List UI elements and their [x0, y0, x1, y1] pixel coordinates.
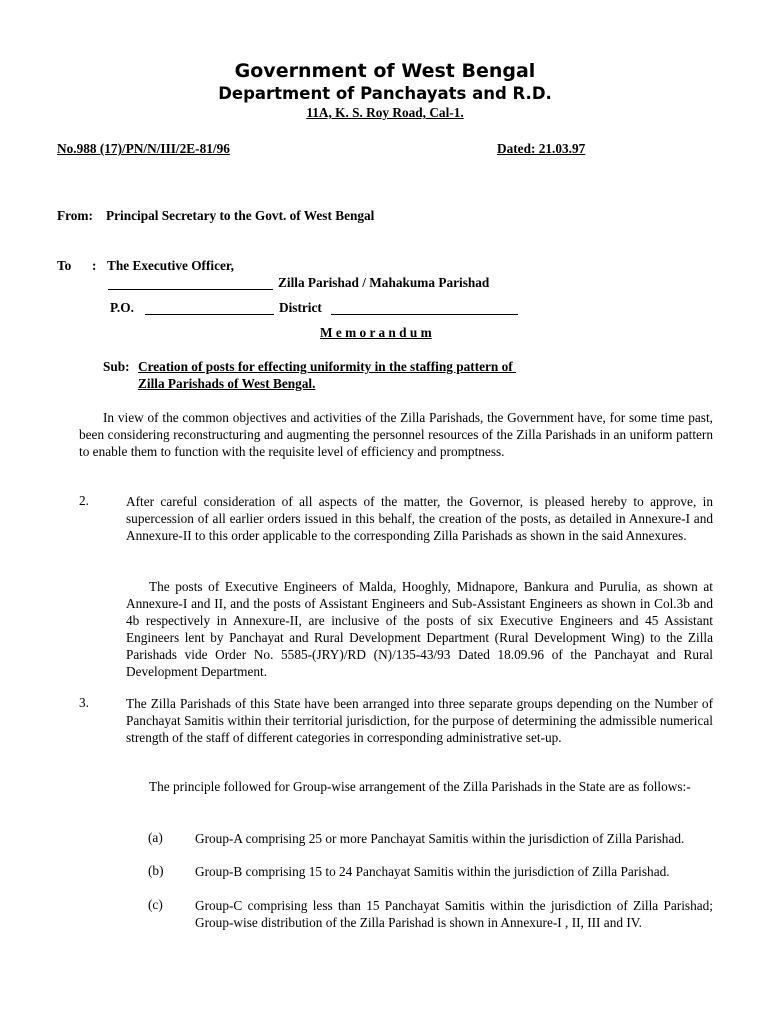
to-line2: Zilla Parishad / Mahakuma Parishad	[278, 275, 490, 290]
group-c-label: (c)	[148, 897, 163, 912]
po-label: P.O.	[110, 300, 134, 315]
para3-subparagraph: The principle followed for Group-wise arrangement of the Zilla Parishads in the State are as follows:-	[149, 779, 691, 794]
memo-date: Dated: 21.03.97	[497, 141, 586, 156]
zilla-blank-line	[108, 289, 273, 290]
para2-number: 2.	[79, 493, 89, 508]
para2-text: After careful consideration of all aspects of the matter, the Governor, is pleased hereby to approve, in supercession of all earlier orders issued in this behalf, the creation of the posts, as detailed in Annexure-I and Annexure-II to this order applicable to the corresponding Zilla Parishads as shown in the said Annexures.	[126, 494, 713, 543]
group-c-text: Group-C comprising less than 15 Panchayat Samitis within the jurisdiction of Zilla Parishad; Group-wise distribution of the Zilla Parishad is shown in Annexure-I , II, III and IV.	[195, 898, 713, 930]
memo-number: No.988 (17)/PN/N/III/2E-81/96	[57, 141, 230, 156]
para3-number: 3.	[79, 695, 89, 710]
group-a-label: (a)	[148, 830, 163, 845]
government-title: Government of West Bengal	[234, 60, 536, 82]
para3-text: The Zilla Parishads of this State have been arranged into three separate groups depending on the Number of Panchayat Samitis within their territorial jurisdiction, for the purpose of determining the admissible numerical strength of the staff of different categories in corresponding administrative set-up.	[126, 696, 713, 745]
from-text: Principal Secretary to the Govt. of West Bengal	[106, 208, 375, 223]
to-colon: :	[92, 258, 97, 273]
group-b-label: (b)	[148, 863, 164, 878]
district-label: District	[279, 300, 322, 315]
group-b-text: Group-B comprising 15 to 24 Panchayat Samitis within the jurisdiction of Zilla Parishad.	[195, 864, 670, 879]
to-label: To	[57, 258, 72, 273]
subject-label: Sub:	[103, 359, 130, 374]
to-line1: The Executive Officer,	[107, 258, 234, 273]
department-address: 11A, K. S. Roy Road, Cal-1.	[306, 105, 464, 120]
po-blank-line	[145, 314, 274, 315]
subject-line1: Creation of posts for effecting uniformity in the staffing pattern of	[138, 359, 517, 374]
from-label: From:	[57, 208, 93, 223]
para2-subparagraph: The posts of Executive Engineers of Malda, Hooghly, Midnapore, Bankura and Purulia, as shown at Annexure-I and II, and the posts of Assistant Engineers and Sub-Assistant Engineers as shown in Col.3b and 4b respectively in Annexure-II, are inclusive of the posts of six Executive Engineers and 45 Assistant Engineers lent by Panchayat and Rural Development Department (Rural Development Wing) to the Zilla Parishads vide Order No. 5585-(JRY)/RD (N)/135-43/93 Dated 18.09.96 of the Panchayat and Rural Development Department.	[126, 579, 713, 679]
department-title: Department of Panchayats and R.D.	[218, 84, 552, 103]
group-a-text: Group-A comprising 25 or more Panchayat Samitis within the jurisdiction of Zilla Parishad.	[195, 831, 685, 846]
district-blank-line	[331, 314, 518, 315]
subject-line2: Zilla Parishads of West Bengal.	[138, 376, 316, 391]
intro-paragraph: In view of the common objectives and activities of the Zilla Parishads, the Government have, for some time past, been considering reconstructuring and augmenting the personnel resources of the Zilla Parishads in an uniform pattern to enable them to function with the requisite level of efficiency and promptness.	[79, 410, 713, 459]
memorandum-title: M e m o r a n d u m	[320, 325, 432, 340]
